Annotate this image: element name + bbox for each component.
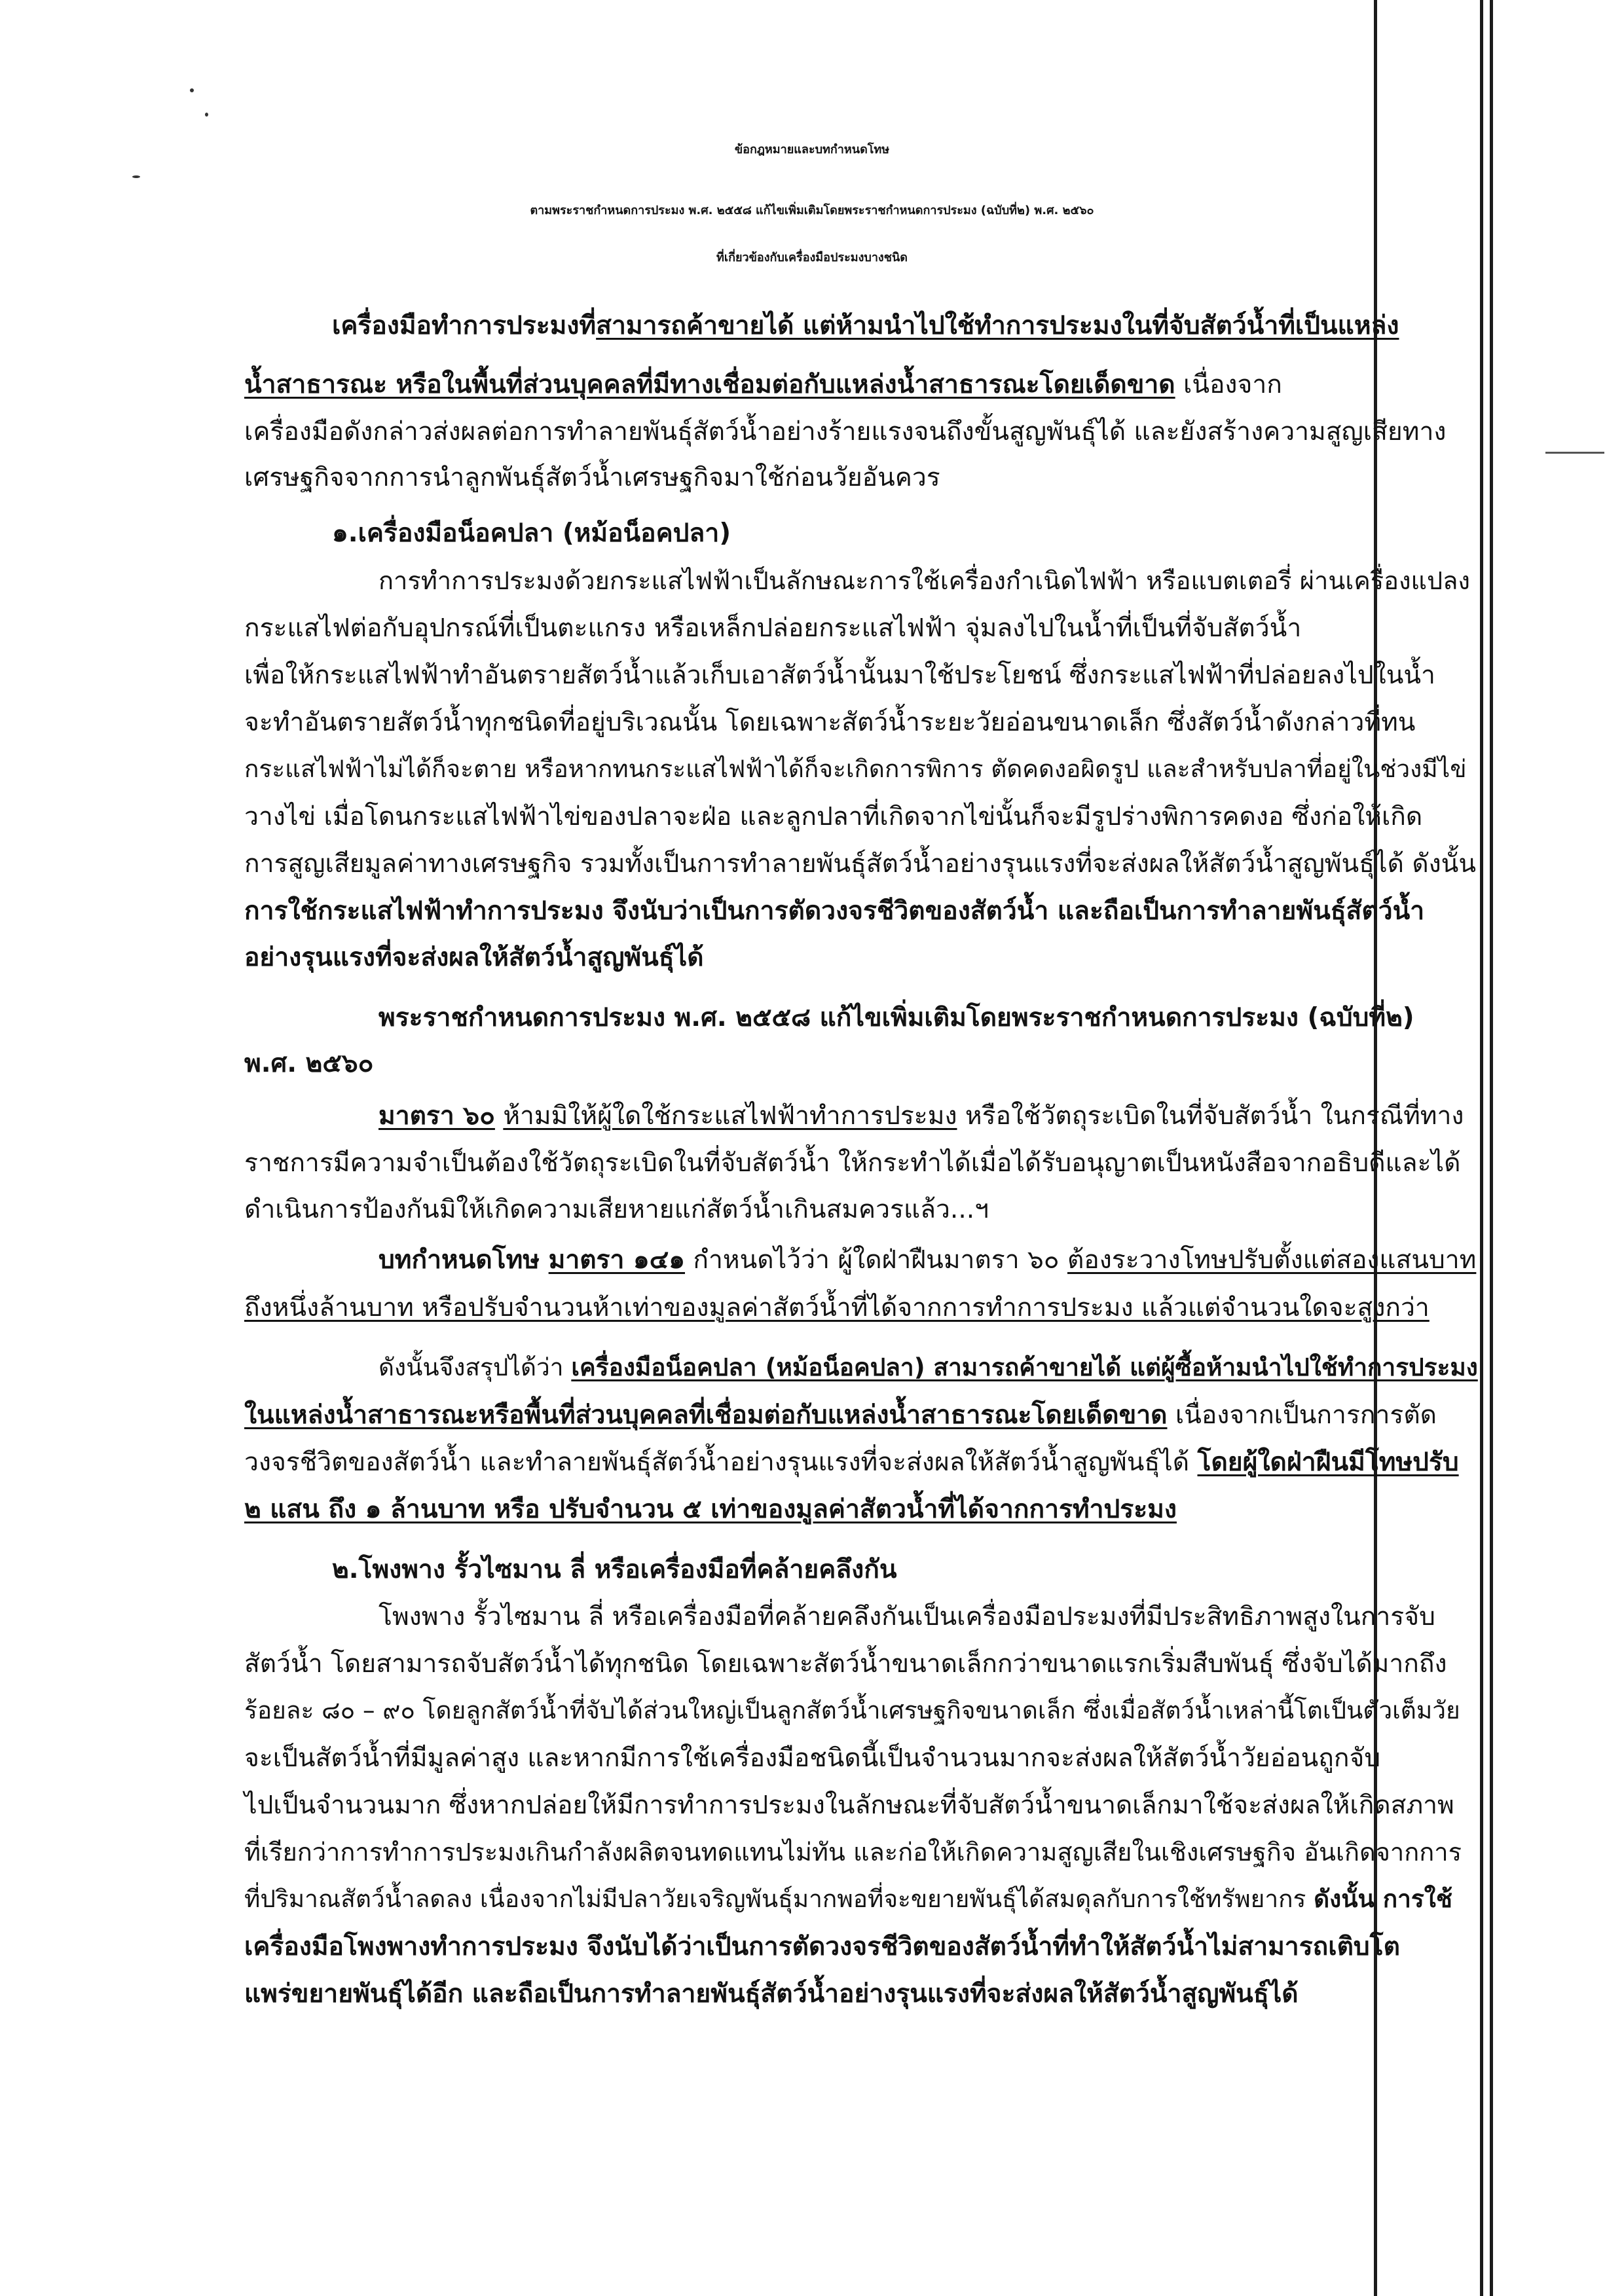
- section-60-text: มาตรา ๖๐ ห้ามมิให้ผู้ใดใช้กระแสไฟฟ้าทำการประมง หรือใช้วัตถุระเบิดในที่จับสัตว์น้ำ ในกรณีที่ทาง: [378, 1101, 1464, 1131]
- law-reference: พ.ศ. ๒๕๖๐: [244, 1049, 374, 1078]
- paragraph-line: กระแสไฟต่อกับอุปกรณ์ที่เป็นตะแกรง หรือเหล็กปล่อยกระแสไฟฟ้า จุ่มลงไปในน้ำที่เป็นที่จับสัตว์น้ำ: [244, 613, 1302, 643]
- conclusion-text: ดังนั้นจึงสรุปได้ว่า เครื่องมือน็อคปลา (หม้อน็อคปลา) สามารถค้าขายได้ แต่ผู้ซื้อห้ามนำไปใช้ทำการประมง: [378, 1353, 1478, 1381]
- paragraph-line: ที่เรียกว่าการทำการประมงเกินกำลังผลิตจนทดแทนไม่ทัน และก่อให้เกิดความสูญเสียในเชิงเศรษฐกิจ อันเกิดจากการ: [244, 1838, 1462, 1867]
- scan-edge-line: [1490, 0, 1493, 2296]
- intro-line: เศรษฐกิจจากการนำลูกพันธุ์สัตว์น้ำเศรษฐกิจมาใช้ก่อนวัยอันควร: [244, 463, 940, 492]
- paragraph-line-bold: อย่างรุนแรงที่จะส่งผลให้สัตว์น้ำสูญพันธุ์ได้: [244, 943, 704, 972]
- paragraph-line: กระแสไฟฟ้าไม่ได้ก็จะตาย หรือหากทนกระแสไฟฟ้าได้ก็จะเกิดการพิการ ตัดคดงอผิดรูป และสำหรับปลาที่อยู่ในช่วงมีไข่: [244, 755, 1467, 783]
- conclusion-text: ในแหล่งน้ำสาธารณะหรือพื้นที่ส่วนบุคคลที่เชื่อมต่อกับแหล่งน้ำสาธารณะโดยเด็ดขาด เนื่องจากเป็นการการตัด: [244, 1400, 1437, 1430]
- page-subtitle: ตามพระราชกำหนดการประมง พ.ศ. ๒๕๕๘ แก้ไขเพิ่มเติมโดยพระราชกำหนดการประมง (ฉบับที่๒) พ.ศ. ๒๕๖๐: [530, 204, 1094, 217]
- penalty-text: บทกำหนดโทษ มาตรา ๑๔๑ กำหนดไว้ว่า ผู้ใดฝ่าฝืนมาตรา ๖๐ ต้องระวางโทษปรับตั้งแต่สองแสนบาท: [378, 1245, 1477, 1275]
- section-60-text: ราชการมีความจำเป็นต้องใช้วัตถุระเบิดในที่จับสัตว์น้ำ ให้กระทำได้เมื่อได้รับอนุญาตเป็นหนังสือจากอธิบดีและได้: [244, 1148, 1461, 1178]
- paragraph-line-bold: การใช้กระแสไฟฟ้าทำการประมง จึงนับว่าเป็นการตัดวงจรชีวิตของสัตว์น้ำ และถือเป็นการทำลายพันธุ์สัตว์น้ำ: [244, 896, 1425, 926]
- section-60-text: ดำเนินการป้องกันมิให้เกิดความเสียหายแก่สัตว์น้ำเกินสมควรแล้ว...ฯ: [244, 1195, 989, 1224]
- intro-line: น้ำสาธารณะ หรือในพื้นที่ส่วนบุคคลที่มีทางเชื่อมต่อกับแหล่งน้ำสาธารณะโดยเด็ดขาด เนื่องจาก: [244, 370, 1282, 399]
- intro-line: เครื่องมือดังกล่าวส่งผลต่อการทำลายพันธุ์สัตว์น้ำอย่างร้ายแรงจนถึงขั้นสูญพันธุ์ได้ และยังสร้างความสูญเสียทาง: [244, 417, 1447, 446]
- scan-speck: [190, 88, 194, 92]
- page-subtitle: ที่เกี่ยวข้องกับเครื่องมือประมงบางชนิด: [716, 251, 908, 264]
- paragraph-line: ที่ปริมาณสัตว์น้ำลดลง เนื่องจากไม่มีปลาวัยเจริญพันธุ์มากพอที่จะขยายพันธุ์ได้สมดุลกับการใช้ทรัพยากร ดังนั้น การใช้: [244, 1885, 1452, 1913]
- page-title: ข้อกฎหมายและบทกำหนดโทษ: [734, 143, 890, 156]
- scan-mark: [1545, 452, 1604, 454]
- section-heading: ๒.โพงพาง รั้วไซมาน ลี่ หรือเครื่องมือที่คล้ายคลึงกัน: [332, 1555, 897, 1584]
- paragraph-line: การสูญเสียมูลค่าทางเศรษฐกิจ รวมทั้งเป็นการทำลายพันธุ์สัตว์น้ำอย่างรุนแรงที่จะส่งผลให้สัตว์น้ำสูญพันธุ์ได้ ดังนั้น: [244, 849, 1477, 879]
- scan-speck: [132, 175, 140, 178]
- intro-line: เครื่องมือทำการประมงที่สามารถค้าขายได้ แต่ห้ามนำไปใช้ทำการประมงในที่จับสัตว์น้ำที่เป็นแหล่ง: [332, 311, 1399, 340]
- conclusion-text: วงจรชีวิตของสัตว์น้ำ และทำลายพันธุ์สัตว์น้ำอย่างรุนแรงที่จะส่งผลให้สัตว์น้ำสูญพันธุ์ได้ โดยผู้ใดฝ่าฝืนมีโทษปรับ: [244, 1448, 1459, 1477]
- paragraph-line: การทำการประมงด้วยกระแสไฟฟ้าเป็นลักษณะการใช้เครื่องกำเนิดไฟฟ้า หรือแบตเตอรี่ ผ่านเครื่องแปลง: [378, 566, 1470, 595]
- scan-speck: [205, 113, 208, 117]
- paragraph-line-bold: แพร่ขยายพันธุ์ได้อีก และถือเป็นการทำลายพันธุ์สัตว์น้ำอย่างรุนแรงที่จะส่งผลให้สัตว์น้ำสูญพันธุ์ได้: [244, 1979, 1299, 2009]
- paragraph-line: จะเป็นสัตว์น้ำที่มีมูลค่าสูง และหากมีการใช้เครื่องมือชนิดนี้เป็นจำนวนมากจะส่งผลให้สัตว์น้ำวัยอ่อนถูกจับ: [244, 1743, 1381, 1773]
- conclusion-text: ๒ แสน ถึง ๑ ล้านบาท หรือ ปรับจำนวน ๕ เท่าของมูลค่าสัตวน้ำที่ได้จากการทำประมง: [244, 1495, 1177, 1524]
- paragraph-line: วางไข่ เมื่อโดนกระแสไฟฟ้าไข่ของปลาจะฝ่อ และลูกปลาที่เกิดจากไข่นั้นก็จะมีรูปร่างพิการคดงอ ซึ่งก่อให้เกิด: [244, 802, 1423, 831]
- paragraph-line: ร้อยละ ๘๐ – ๙๐ โดยลูกสัตว์น้ำที่จับได้ส่วนใหญ่เป็นลูกสัตว์น้ำเศรษฐกิจขนาดเล็ก ซึ่งเมื่อสัตว์น้ำเหล่านี้โตเป็นตัวเต็มวัย: [244, 1696, 1460, 1724]
- paragraph-line: สัตว์น้ำ โดยสามารถจับสัตว์น้ำได้ทุกชนิด โดยเฉพาะสัตว์น้ำขนาดเล็กกว่าขนาดแรกเริ่มสืบพันธุ์ ซึ่งจับได้มากถึง: [244, 1649, 1447, 1679]
- paragraph-line: โพงพาง รั้วไซมาน ลี่ หรือเครื่องมือที่คล้ายคลึงกันเป็นเครื่องมือประมงที่มีประสิทธิภาพสูงในการจับ: [378, 1602, 1435, 1631]
- paragraph-line: ไปเป็นจำนวนมาก ซึ่งหากปล่อยให้มีการทำการประมงในลักษณะที่จับสัตว์น้ำขนาดเล็กมาใช้จะส่งผลให้เกิดสภาพ: [244, 1791, 1454, 1820]
- paragraph-line: เพื่อให้กระแสไฟฟ้าทำอันตรายสัตว์น้ำแล้วเก็บเอาสัตว์น้ำนั้นมาใช้ประโยชน์ ซึ่งกระแสไฟฟ้าที่ปล่อยลงไปในน้ำ: [244, 661, 1435, 690]
- scan-edge-line: [1480, 0, 1483, 2296]
- penalty-text: ถึงหนึ่งล้านบาท หรือปรับจำนวนห้าเท่าของมูลค่าสัตว์น้ำที่ได้จากการทำการประมง แล้วแต่จำนวนใดจะสูงกว่า: [244, 1293, 1430, 1322]
- paragraph-line-bold: เครื่องมือโพงพางทำการประมง จึงนับได้ว่าเป็นการตัดวงจรชีวิตของสัตว์น้ำที่ทำให้สัตว์น้ำไม่สามารถเติบโต: [244, 1932, 1400, 1961]
- paragraph-line: จะทำอันตรายสัตว์น้ำทุกชนิดที่อยู่บริเวณนั้น โดยเฉพาะสัตว์น้ำระยะวัยอ่อนขนาดเล็ก ซึ่งสัตว์น้ำดังกล่าวที่ทน: [244, 708, 1416, 737]
- section-heading: ๑.เครื่องมือน็อคปลา (หม้อน็อคปลา): [332, 519, 731, 548]
- law-reference: พระราชกำหนดการประมง พ.ศ. ๒๕๕๘ แก้ไขเพิ่มเติมโดยพระราชกำหนดการประมง (ฉบับที่๒): [378, 1003, 1414, 1032]
